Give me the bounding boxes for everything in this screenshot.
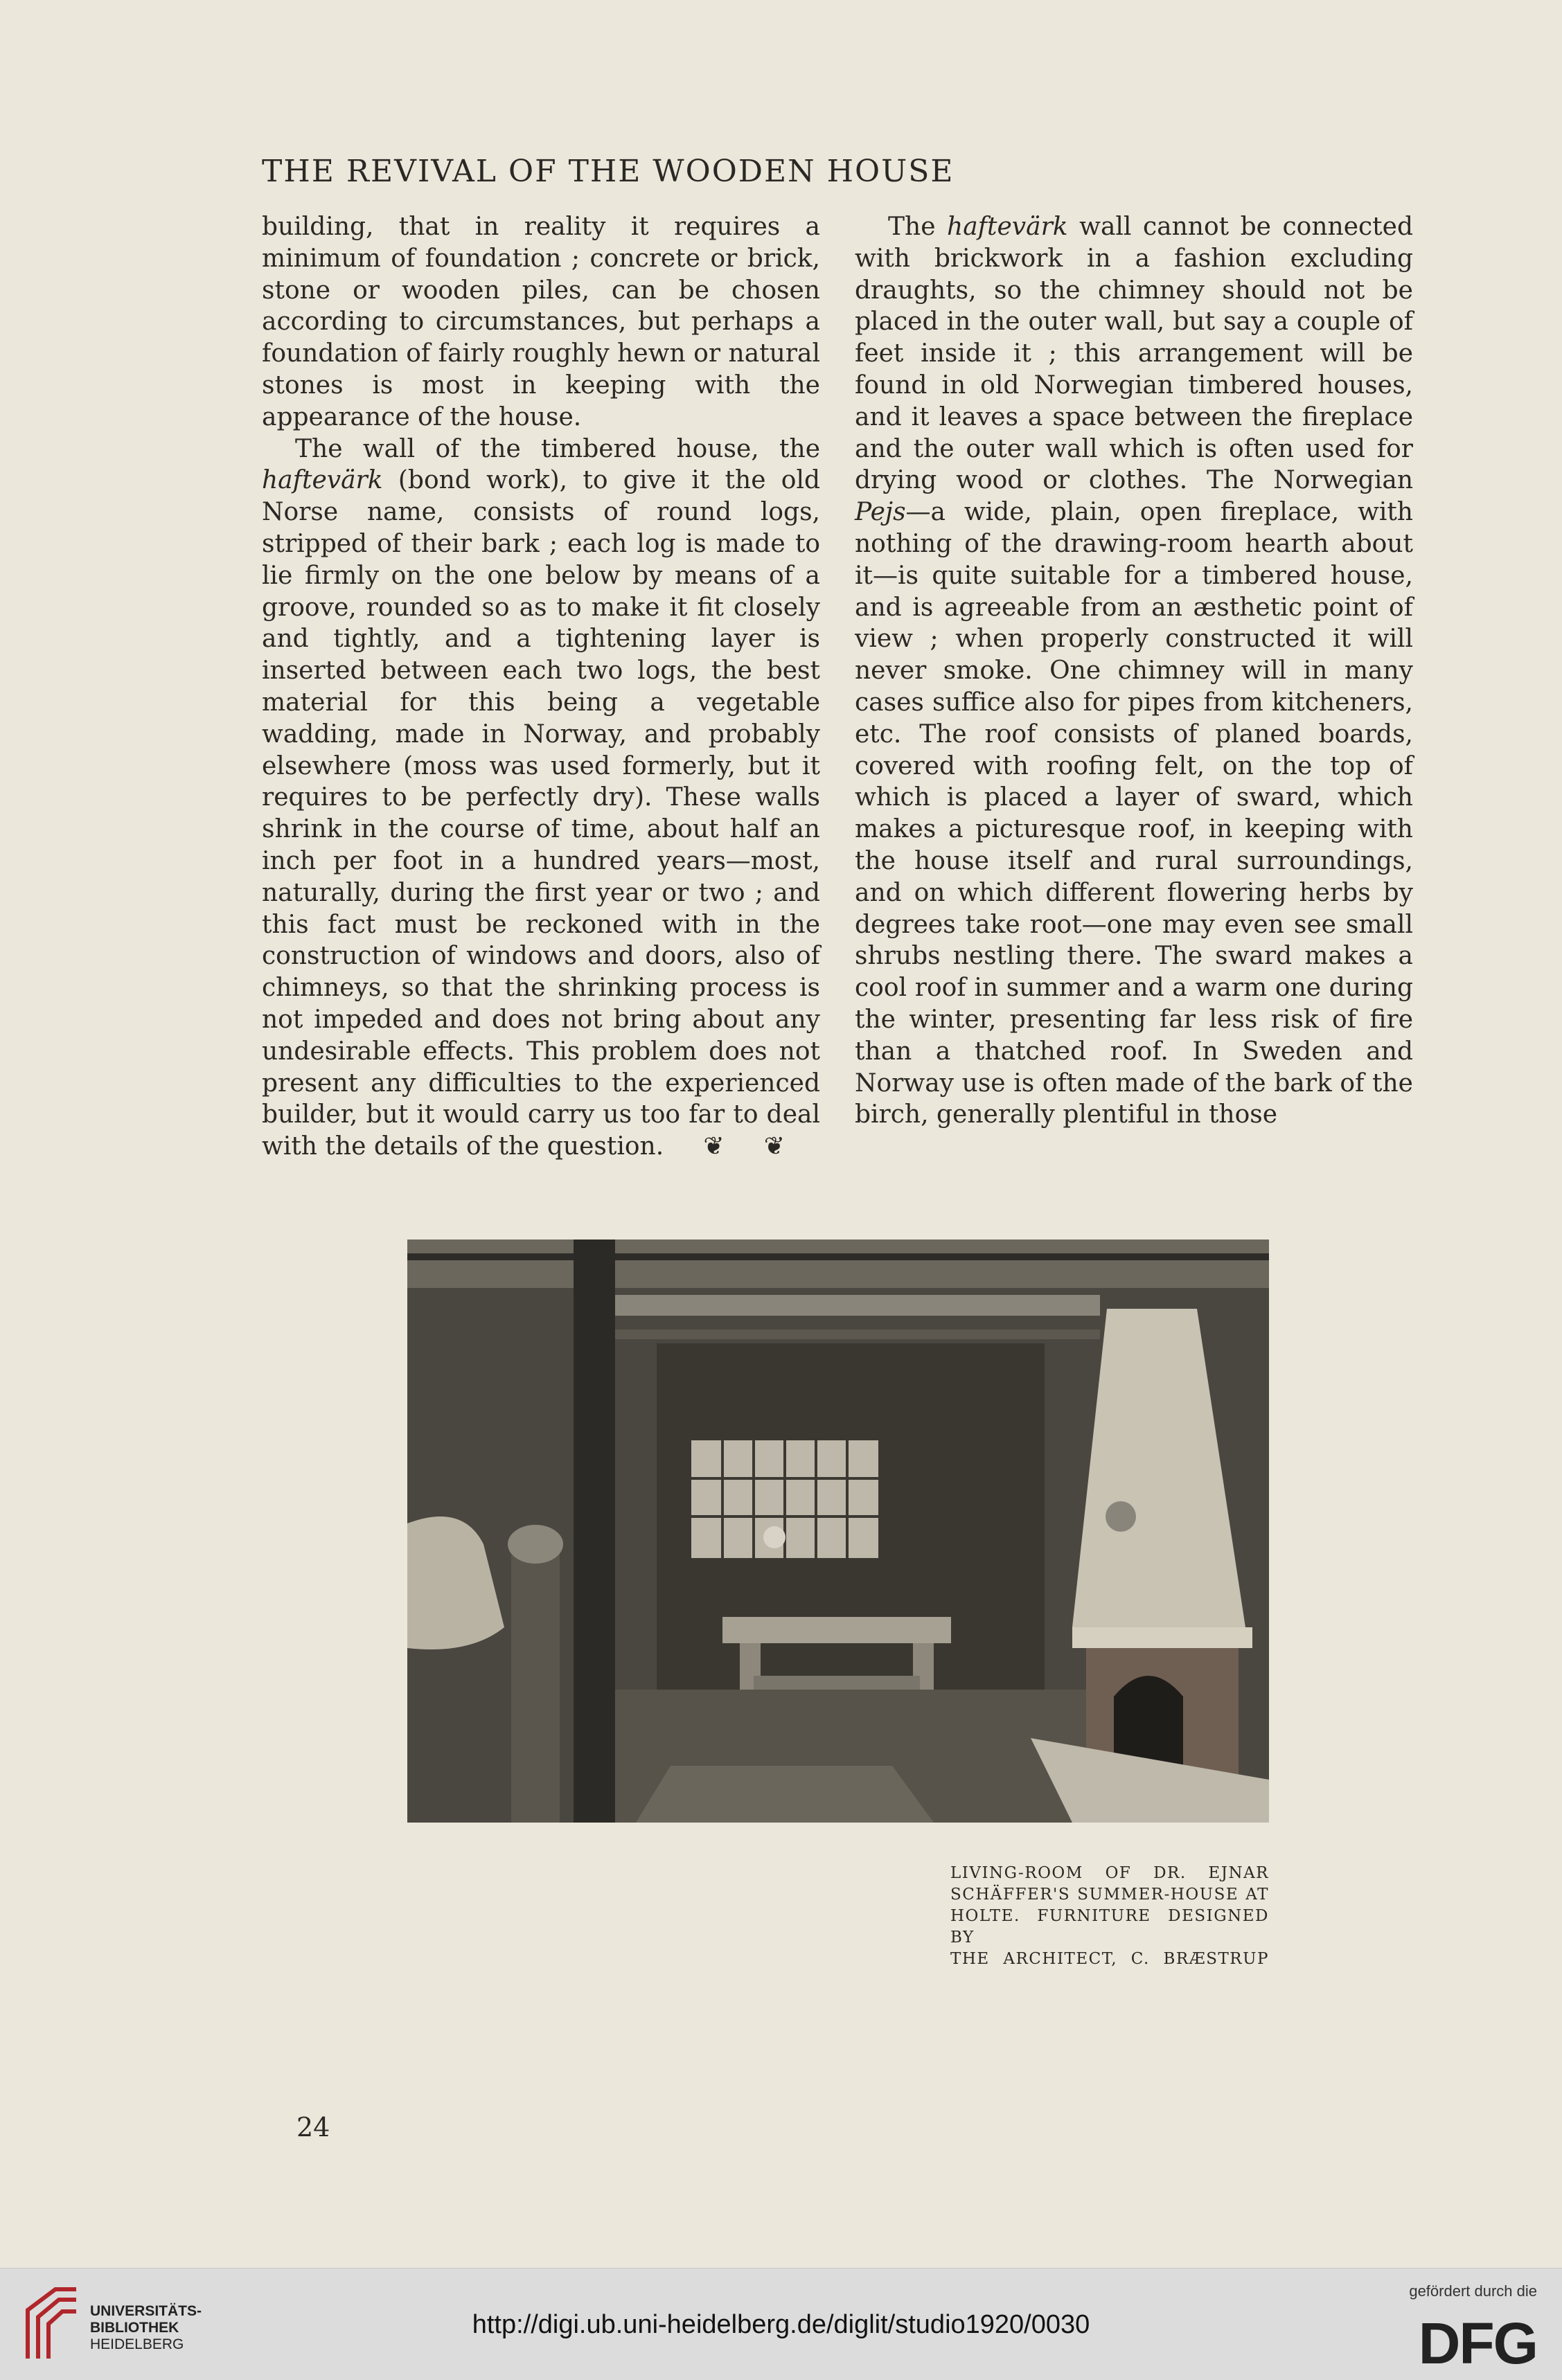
footer-bar xyxy=(0,2268,1562,2380)
caption-line: HOLTE. FURNITURE DESIGNED BY xyxy=(950,1907,1269,1947)
funding-note: gefördert durch die xyxy=(1409,2282,1537,2300)
paragraph: The wall of the timbered house, the haftevärk (bond work), to give it the old Norse name, consists of round logs, stripped of their bark ; each log is made to lie firmly on the one below by means of a groove, rounded so as to make it fit closely and tightly, and a tightening layer is inserted between each two logs, the best material for this being a vegetable wadding, made in Norway, and probably elsewhere (moss was used formerly, but it requires to be perfectly dry). These walls shrink in the course of time, about half an inch per foot in a hundred years—most, naturally, during the first year or two ; and this fact must be reckoned with in the construction of windows and doors, also of chimneys, so that the shrinking process is not impeded and does not bring about any undesirable effects. This problem does not present any difficulties to the experienced builder, but it would carry us too far to deal with the details of the question. ❦ ❦ xyxy=(262,434,820,1161)
dfg-logo: DFG xyxy=(1418,2311,1537,2376)
living-room-photo xyxy=(407,1240,1269,1823)
left-column xyxy=(262,211,820,1163)
source-url-link[interactable]: http://digi.ub.uni-heidelberg.de/diglit/studio1920/0030 xyxy=(472,2310,1090,2339)
library-name: UNIVERSITÄTS- BIBLIOTHEK HEIDELBERG xyxy=(90,2303,202,2352)
right-column xyxy=(855,211,1413,1131)
caption-line: LIVING-ROOM OF DR. EJNAR xyxy=(950,1864,1269,1882)
paragraph: The haftevärk wall cannot be connected with brickwork in a fashion excluding draughts, so the chimney should not be placed in the outer wall, but say a couple of feet inside it ; this arrangement will be found in old Norwegian timbered houses, and it leaves a space between the fireplace and the outer wall which is often used for drying wood or clothes. The Norwegian Pejs—a wide, plain, open fireplace, with nothing of the drawing-room hearth about it—is quite suitable for a timbered house, and is agreeable from an æsthetic point of view ; when properly constructed it will never smoke. One chimney will in many cases suffice also for pipes from kitcheners, etc. The roof consists of planed boards, covered with roofing felt, on the top of which is placed a layer of sward, which makes a picturesque roof, in keeping with the house itself and rural surroundings, and on which different flowering herbs by degrees take root—one may even see small shrubs nestling there. The sward makes a cool roof in summer and a warm one during the winter, presenting far less risk of fire than a thatched roof. In Sweden and Norway use is often made of the bark of the birch, generally plentiful in those xyxy=(855,213,1413,1129)
page-number: 24 xyxy=(296,2112,330,2142)
caption-line: THE ARCHITECT, C. BRÆSTRUP xyxy=(950,1950,1269,1968)
figure-caption xyxy=(950,1863,1269,1970)
caption-line: SCHÄFFER'S SUMMER-HOUSE AT xyxy=(950,1886,1269,1904)
paragraph: building, that in reality it requires a minimum of foundation ; concrete or brick, stone or wooden piles, can be chosen according to circumstances, but perhaps a foundation of fairly roughly hewn or natural stones is most in keeping with the appearance of the house. xyxy=(262,213,820,431)
running-title: THE REVIVAL OF THE WOODEN HOUSE xyxy=(262,154,955,189)
photo-illustration xyxy=(407,1240,1269,1823)
ornament-icon: ❦ ❦ xyxy=(664,1132,785,1161)
